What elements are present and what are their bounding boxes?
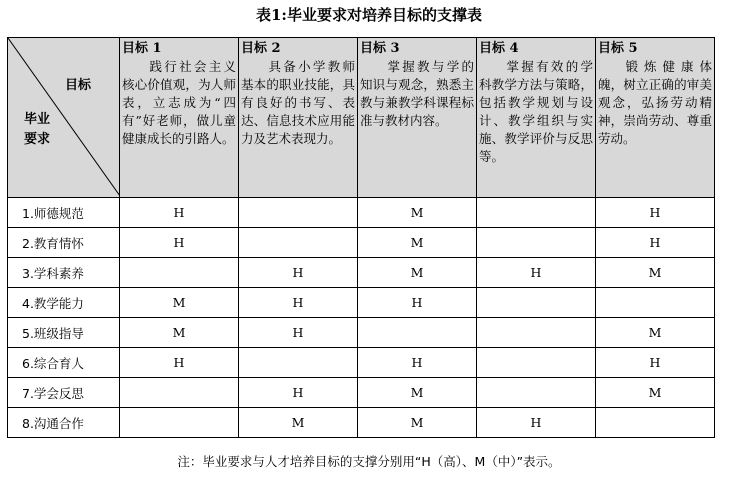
- requirement-cell: 4.教学能力: [8, 288, 120, 318]
- level-cell: H: [596, 348, 715, 378]
- level-cell: [477, 198, 596, 228]
- support-table: [7, 37, 715, 438]
- goal-header-4: [477, 38, 596, 198]
- requirement-cell: 3.学科素养: [8, 258, 120, 288]
- header-row: [8, 38, 715, 198]
- table-row: [8, 408, 715, 438]
- goal-name: 目标 5: [598, 41, 638, 56]
- level-cell: [239, 198, 358, 228]
- level-cell: M: [358, 198, 477, 228]
- level-cell: [596, 408, 715, 438]
- level-cell: M: [596, 378, 715, 408]
- level-cell: [239, 348, 358, 378]
- goal-axis-label: 目标: [65, 78, 92, 93]
- requirement-cell: 1.师德规范: [8, 198, 120, 228]
- level-cell: [239, 228, 358, 258]
- level-cell: H: [477, 258, 596, 288]
- goal-description: 践行社会主义核心价值观，为人师表，立志成为“四有”好老师，做儿童健康成长的引路人。: [122, 59, 236, 146]
- requirement-cell: 8.沟通合作: [8, 408, 120, 438]
- level-cell: M: [358, 378, 477, 408]
- requirement-cell: 5.班级指导: [8, 318, 120, 348]
- level-cell: [358, 318, 477, 348]
- requirement-axis-label: 毕业要求: [24, 112, 51, 147]
- level-cell: H: [239, 378, 358, 408]
- level-cell: H: [596, 228, 715, 258]
- table-row: [8, 348, 715, 378]
- goal-description: 具备小学教师基本的职业技能，具有良好的书写、表达、信息技术应用能力及艺术表现力。: [241, 59, 355, 146]
- table-row: [8, 378, 715, 408]
- level-cell: [477, 378, 596, 408]
- level-cell: [120, 258, 239, 288]
- table-footnote: 注：毕业要求与人才培养目标的支撑分别用“H（高）、M（中）”表示。: [177, 454, 561, 469]
- level-cell: [120, 378, 239, 408]
- level-cell: H: [120, 228, 239, 258]
- level-cell: M: [239, 408, 358, 438]
- level-cell: M: [596, 258, 715, 288]
- goal-header-3: [358, 38, 477, 198]
- level-cell: [477, 288, 596, 318]
- level-cell: M: [120, 318, 239, 348]
- level-cell: H: [358, 348, 477, 378]
- goal-header-5: [596, 38, 715, 198]
- level-cell: M: [596, 318, 715, 348]
- level-cell: H: [239, 288, 358, 318]
- level-cell: H: [477, 408, 596, 438]
- level-cell: H: [120, 348, 239, 378]
- level-cell: [120, 408, 239, 438]
- goal-name: 目标 2: [241, 41, 281, 56]
- level-cell: [477, 228, 596, 258]
- table-row: [8, 258, 715, 288]
- goal-header-1: [120, 38, 239, 198]
- requirement-cell: 2.教育情怀: [8, 228, 120, 258]
- table-row: [8, 288, 715, 318]
- goal-header-2: [239, 38, 358, 198]
- level-cell: [477, 318, 596, 348]
- requirement-cell: 6.综合育人: [8, 348, 120, 378]
- goal-description: 掌握教与学的知识与观念，熟悉主教与兼教学科课程标准与教材内容。: [360, 59, 474, 128]
- diagonal-header-cell: [8, 38, 120, 198]
- goal-description: 锻炼健康体魄，树立正确的审美观念，弘扬劳动精神，崇尚劳动、尊重劳动。: [598, 59, 712, 146]
- table-title: 表1:毕业要求对培养目标的支撑表: [256, 6, 482, 24]
- level-cell: H: [239, 258, 358, 288]
- level-cell: M: [120, 288, 239, 318]
- level-cell: H: [358, 288, 477, 318]
- goal-name: 目标 1: [122, 41, 162, 56]
- level-cell: H: [596, 198, 715, 228]
- level-cell: H: [239, 318, 358, 348]
- level-cell: M: [358, 228, 477, 258]
- goal-name: 目标 4: [479, 41, 519, 56]
- goal-name: 目标 3: [360, 41, 400, 56]
- requirement-cell: 7.学会反思: [8, 378, 120, 408]
- level-cell: M: [358, 408, 477, 438]
- level-cell: H: [120, 198, 239, 228]
- level-cell: [477, 348, 596, 378]
- table-row: [8, 198, 715, 228]
- level-cell: [596, 288, 715, 318]
- table-row: [8, 228, 715, 258]
- level-cell: M: [358, 258, 477, 288]
- goal-description: 掌握有效的学科教学方法与策略，包括教学规划与设计、教学组织与实施、教学评价与反思等。: [479, 59, 593, 164]
- table-row: [8, 318, 715, 348]
